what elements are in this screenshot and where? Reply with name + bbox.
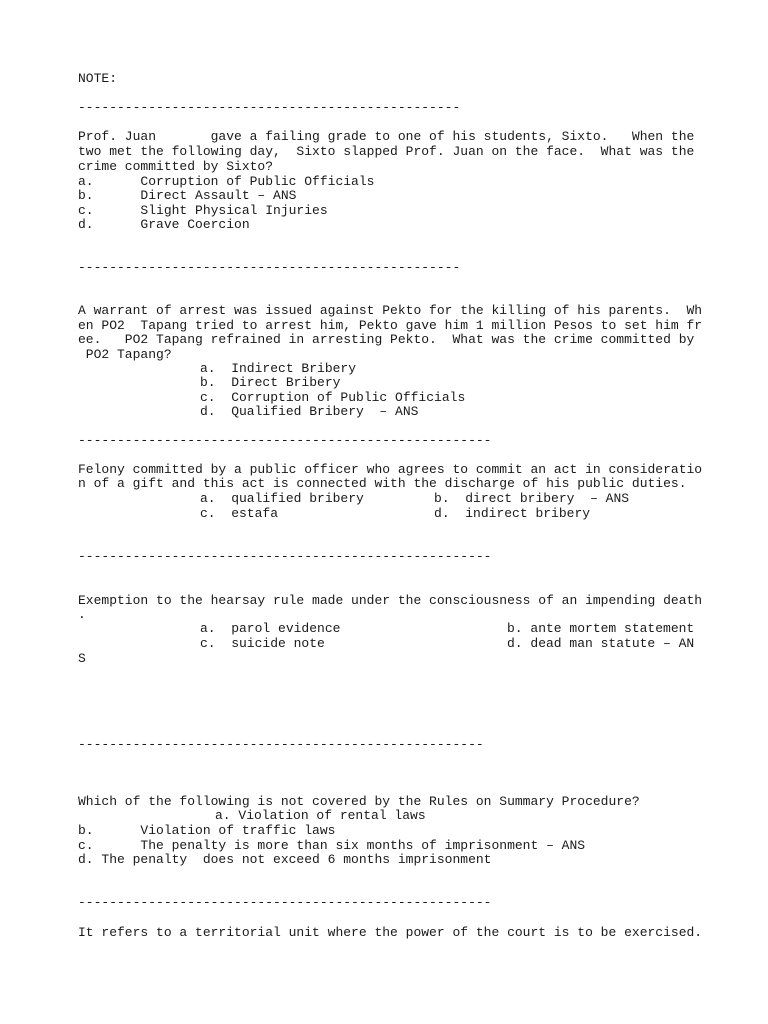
separator: ---------------------------------------------------- <box>78 737 484 752</box>
wrapped-text: S <box>78 651 86 666</box>
answer-options-row: a. qualified bribery b. direct bribery – ANS <box>200 491 630 506</box>
answer-option: b. ante mortem statement <box>507 621 695 636</box>
separator: ------------------------------------------------- <box>78 260 461 275</box>
question-text: two met the following day, Sixto slapped Prof. Juan on the face. What was the <box>78 144 695 159</box>
answer-option: d. dead man statute – AN <box>507 636 695 651</box>
answer-option: c. suicide note <box>200 636 325 651</box>
answer-option: b. Direct Bribery <box>200 375 341 390</box>
answer-option: d. Grave Coercion <box>78 217 250 232</box>
question-text: Felony committed by a public officer who agrees to commit an act in consideratio <box>78 462 703 477</box>
answer-option: b. Violation of traffic laws <box>78 823 336 838</box>
question-text: It refers to a territorial unit where the power of the court is to be exercised. <box>78 925 703 940</box>
answer-options-row: c. estafa d. indirect bribery <box>200 506 591 521</box>
separator: ------------------------------------------------- <box>78 100 461 115</box>
question-text: crime committed by Sixto? <box>78 159 274 174</box>
answer-option: a. Violation of rental laws <box>215 808 426 823</box>
answer-option: b. Direct Assault – ANS <box>78 188 297 203</box>
answer-option: d. The penalty does not exceed 6 months imprisonment <box>78 852 492 867</box>
question-text: Exemption to the hearsay rule made under the consciousness of an impending death <box>78 593 703 608</box>
question-text: A warrant of arrest was issued against Pekto for the killing of his parents. Wh <box>78 303 703 318</box>
note-label: NOTE: <box>78 71 118 86</box>
question-text: PO2 Tapang? <box>78 347 172 362</box>
answer-option: a. Indirect Bribery <box>200 361 357 376</box>
question-text: . <box>78 607 86 622</box>
answer-option: c. The penalty is more than six months of imprisonment – ANS <box>78 838 586 853</box>
question-text: Prof. Juan gave a failing grade to one of his students, Sixto. When the <box>78 129 695 144</box>
separator: ----------------------------------------------------- <box>78 549 492 564</box>
answer-option: d. Qualified Bribery – ANS <box>200 404 419 419</box>
question-text: Which of the following is not covered by the Rules on Summary Procedure? <box>78 794 640 809</box>
answer-option: c. Corruption of Public Officials <box>200 390 466 405</box>
answer-option: a. parol evidence <box>200 621 341 636</box>
question-text: n of a gift and this act is connected with the discharge of his public duties. <box>78 476 687 491</box>
separator: ----------------------------------------------------- <box>78 433 492 448</box>
question-text: ee. PO2 Tapang refrained in arresting Pekto. What was the crime committed by <box>78 332 695 347</box>
question-text: en PO2 Tapang tried to arrest him, Pekto gave him 1 million Pesos to set him fr <box>78 318 703 333</box>
separator: ----------------------------------------------------- <box>78 895 492 910</box>
answer-option: a. Corruption of Public Officials <box>78 174 375 189</box>
answer-option: c. Slight Physical Injuries <box>78 203 328 218</box>
